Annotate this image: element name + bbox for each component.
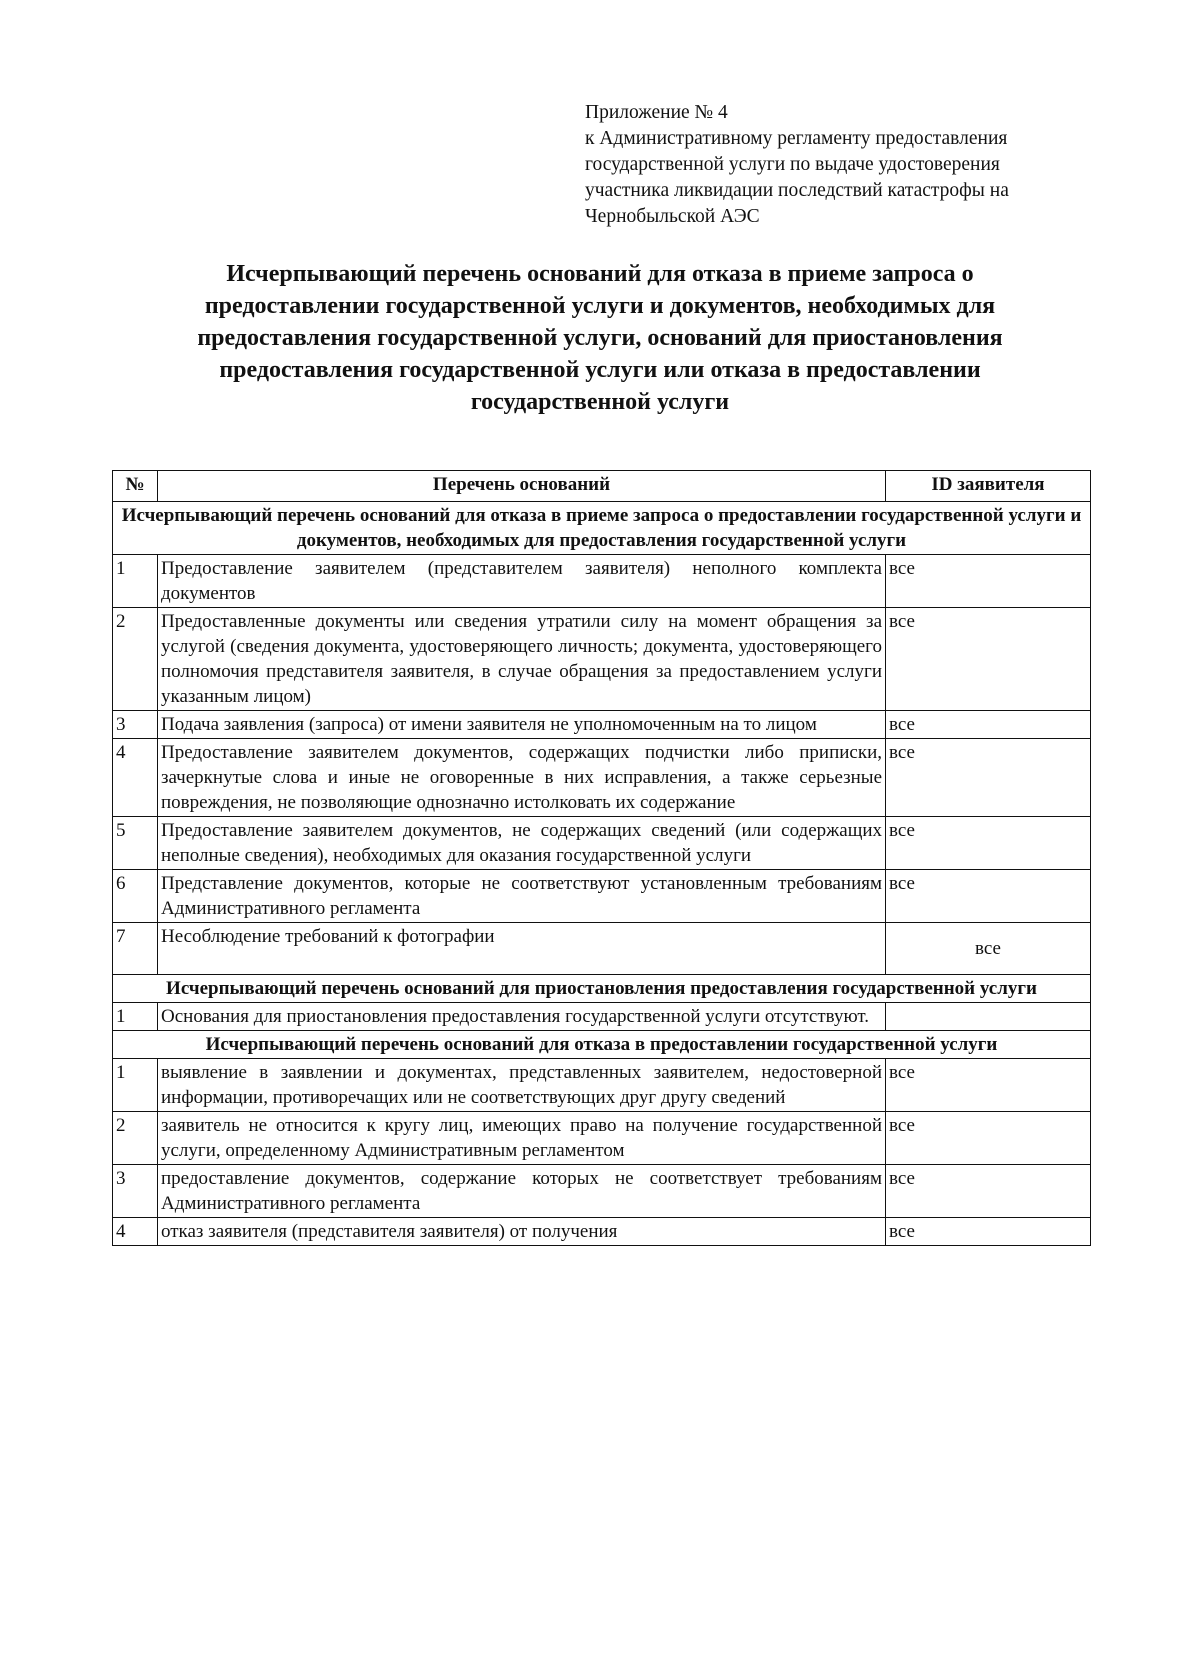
title-line: предоставления государственной услуги или отказа в предоставлении bbox=[219, 357, 981, 383]
row-number: 5 bbox=[113, 817, 158, 870]
row-applicant-id: все bbox=[886, 1218, 1091, 1246]
section-row bbox=[113, 1031, 1091, 1059]
row-number: 6 bbox=[113, 870, 158, 923]
row-ground-text: Несоблюдение требований к фотографии bbox=[158, 923, 886, 975]
grounds-table bbox=[112, 470, 1091, 1246]
table-body bbox=[113, 502, 1091, 1246]
section-row bbox=[113, 975, 1091, 1003]
row-number: 3 bbox=[113, 711, 158, 739]
section-title: Исчерпывающий перечень оснований для отказа в предоставлении государственной услуги bbox=[113, 1031, 1091, 1059]
table-row bbox=[113, 711, 1091, 739]
row-ground-text: Предоставление заявителем документов, не содержащих сведений (или содержащих неполные сведения), необходимых для оказания государственной услуги bbox=[158, 817, 886, 870]
row-number: 7 bbox=[113, 923, 158, 975]
table-row bbox=[113, 817, 1091, 870]
appendix-line: участника ликвидации последствий катастрофы на bbox=[585, 180, 1009, 201]
appendix-line: государственной услуги по выдаче удостоверения bbox=[585, 154, 1000, 175]
row-applicant-id: все bbox=[886, 817, 1091, 870]
row-applicant-id: все bbox=[886, 555, 1091, 608]
row-ground-text: Основания для приостановления предоставления государственной услуги отсутствуют. bbox=[158, 1003, 886, 1031]
row-number: 1 bbox=[113, 1059, 158, 1112]
row-ground-text: Предоставленные документы или сведения утратили силу на момент обращения за услугой (сведения документа, удостоверяющего личность; документа, удостоверяющего полномочия представителя заявителя, в случае обращения за предоставлением услуги указанным лицом) bbox=[158, 608, 886, 711]
row-number: 2 bbox=[113, 1112, 158, 1165]
row-applicant-id: все bbox=[886, 608, 1091, 711]
title-line: государственной услуги bbox=[470, 389, 730, 415]
row-ground-text: Представление документов, которые не соответствуют установленным требованиям Административного регламента bbox=[158, 870, 886, 923]
appendix-header bbox=[585, 100, 1100, 230]
table-row bbox=[113, 555, 1091, 608]
table-header-row bbox=[113, 471, 1091, 502]
header-grounds: Перечень оснований bbox=[158, 471, 886, 502]
row-ground-text: Подача заявления (запроса) от имени заявителя не уполномоченным на то лицом bbox=[158, 711, 886, 739]
row-applicant-id bbox=[886, 1003, 1091, 1031]
table-row bbox=[113, 608, 1091, 711]
table-row bbox=[113, 1112, 1091, 1165]
table-row bbox=[113, 923, 1091, 975]
row-number: 4 bbox=[113, 739, 158, 817]
header-applicant-id: ID заявителя bbox=[886, 471, 1091, 502]
row-ground-text: предоставление документов, содержание которых не соответствует требованиям Административного регламента bbox=[158, 1165, 886, 1218]
row-applicant-id: все bbox=[886, 923, 1091, 975]
document-title bbox=[120, 258, 1080, 418]
row-applicant-id: все bbox=[886, 1165, 1091, 1218]
section-title: Исчерпывающий перечень оснований для отказа в приеме запроса о предоставлении государственной услуги и документов, необходимых для предоставления государственной услуги bbox=[113, 502, 1091, 555]
row-number: 3 bbox=[113, 1165, 158, 1218]
table-row bbox=[113, 1059, 1091, 1112]
row-ground-text: Предоставление заявителем документов, содержащих подчистки либо приписки, зачеркнутые слова и иные не оговоренные в них исправления, а также серьезные повреждения, не позволяющие однозначно истолковать их содержание bbox=[158, 739, 886, 817]
table-row bbox=[113, 1218, 1091, 1246]
section-row bbox=[113, 502, 1091, 555]
title-line: Исчерпывающий перечень оснований для отказа в приеме запроса о bbox=[226, 261, 974, 287]
table-row bbox=[113, 1003, 1091, 1031]
row-number: 2 bbox=[113, 608, 158, 711]
row-ground-text: заявитель не относится к кругу лиц, имеющих право на получение государственной услуги, определенному Административным регламентом bbox=[158, 1112, 886, 1165]
title-line: предоставлении государственной услуги и документов, необходимых для bbox=[204, 293, 996, 319]
row-applicant-id: все bbox=[886, 711, 1091, 739]
row-number: 4 bbox=[113, 1218, 158, 1246]
row-applicant-id: все bbox=[886, 1059, 1091, 1112]
appendix-line: к Административному регламенту предоставления bbox=[585, 128, 1008, 149]
row-ground-text: Предоставление заявителем (представителем заявителя) неполного комплекта документов bbox=[158, 555, 886, 608]
appendix-number: Приложение № 4 bbox=[585, 102, 728, 123]
row-applicant-id: все bbox=[886, 739, 1091, 817]
table-row bbox=[113, 739, 1091, 817]
row-applicant-id: все bbox=[886, 870, 1091, 923]
header-number: № bbox=[113, 471, 158, 502]
title-line: предоставления государственной услуги, оснований для приостановления bbox=[197, 325, 1003, 351]
table-row bbox=[113, 1165, 1091, 1218]
table-row bbox=[113, 870, 1091, 923]
section-title: Исчерпывающий перечень оснований для приостановления предоставления государственной услуги bbox=[113, 975, 1091, 1003]
row-applicant-id: все bbox=[886, 1112, 1091, 1165]
row-ground-text: выявление в заявлении и документах, представленных заявителем, недостоверной информации, противоречащих или не соответствующих друг другу сведений bbox=[158, 1059, 886, 1112]
row-number: 1 bbox=[113, 555, 158, 608]
row-ground-text: отказ заявителя (представителя заявителя) от получения bbox=[158, 1218, 886, 1246]
appendix-line: Чернобыльской АЭС bbox=[585, 206, 760, 227]
row-number: 1 bbox=[113, 1003, 158, 1031]
